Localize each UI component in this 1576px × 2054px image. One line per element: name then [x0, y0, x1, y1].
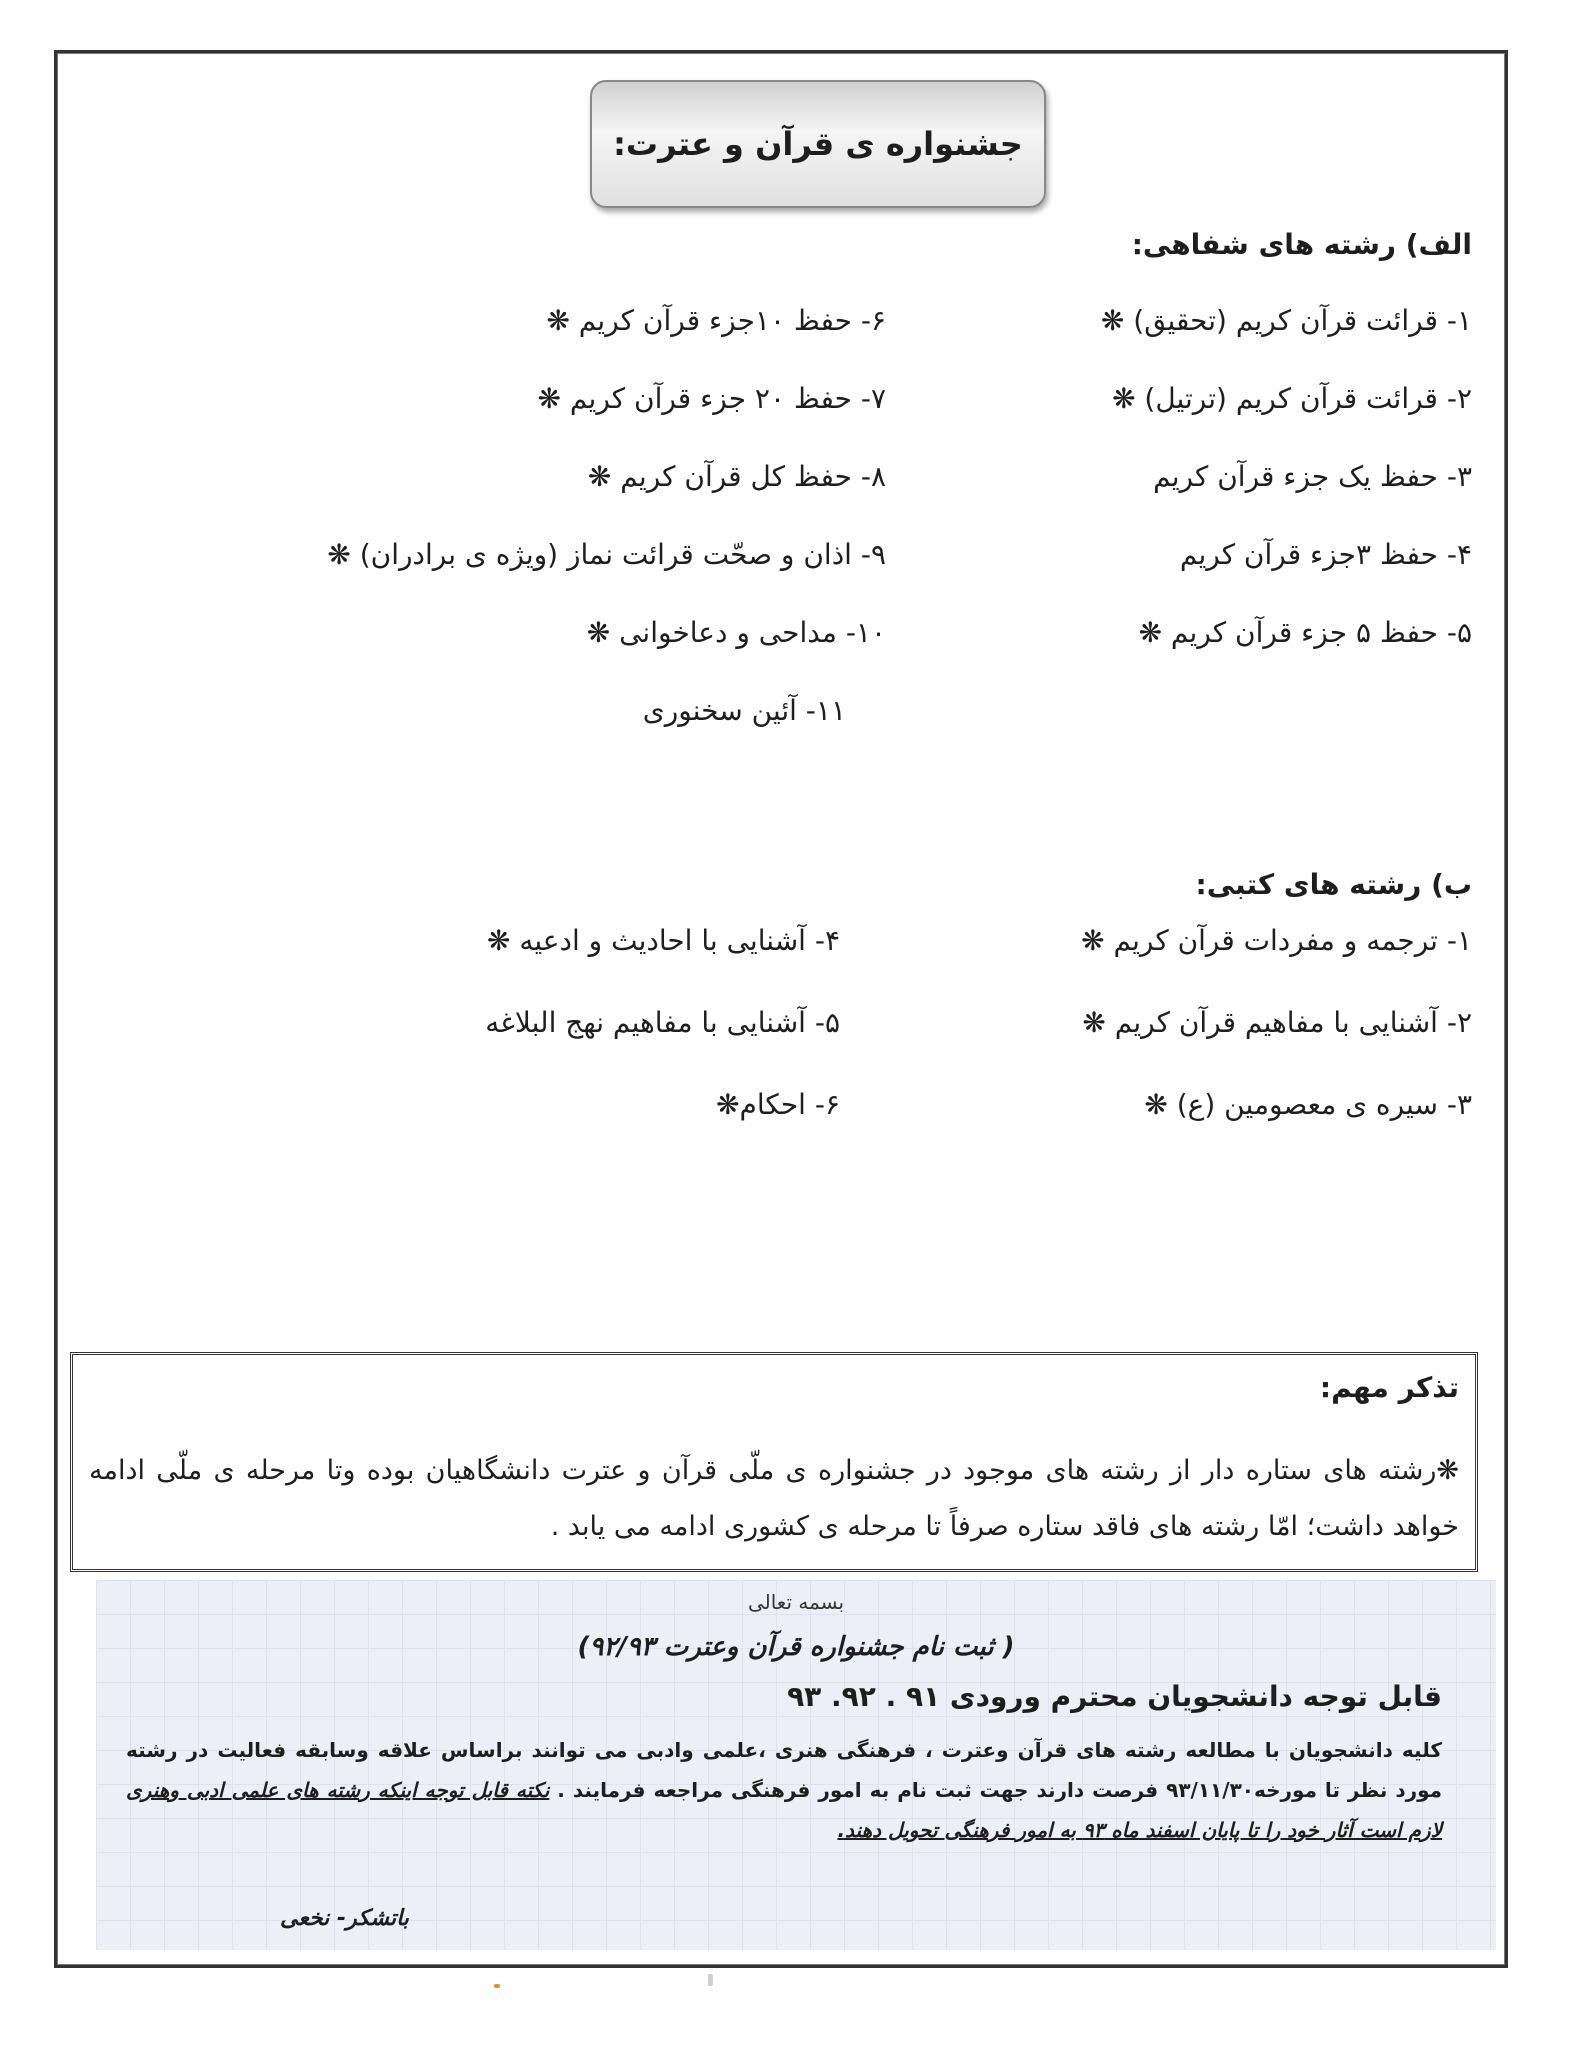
- list-item: ۹- اذان و صحّت قرائت نماز (ویژه ی برادران) ❋: [327, 538, 886, 571]
- list-item: ۶- حفظ ۱۰جزء قرآن کریم ❋: [546, 304, 886, 337]
- written-section-heading: ب) رشته های کتبی:: [1195, 868, 1472, 901]
- notice-heading: قابل توجه دانشجویان محترم ورودی ۹۱ . ۹۲. ۹۳: [787, 1680, 1442, 1713]
- title-box: [590, 80, 1046, 208]
- notice-body-emphasis: نکته قابل توجه اینکه رشته های علمی ادبی وهنری لازم است آثار خود را تا پایان اسفند ماه ۹۳ به امور فرهنگی تحویل دهند.: [126, 1778, 1442, 1842]
- list-item: ۱۰- مداحی و دعاخوانی ❋: [586, 616, 886, 649]
- list-item: ۵- حفظ ۵ جزء قرآن کریم ❋: [1138, 616, 1472, 649]
- list-item: ۲- آشنایی با مفاهیم قرآن کریم ❋: [1082, 1006, 1472, 1039]
- list-item: ۱- ترجمه و مفردات قرآن کریم ❋: [1081, 924, 1472, 957]
- note-title: تذکر مهم:: [1319, 1371, 1459, 1404]
- list-item: ۲- قرائت قرآن کریم (ترتیل) ❋: [1112, 382, 1472, 415]
- note-body: ❋رشته های ستاره دار از رشته های موجود در جشنواره ی ملّی قرآن و عترت دانشگاهیان بوده وتا مرحله ی ملّی ادامه خواهد داشت؛ امّا رشته های فاقد ستاره صرفاً تا مرحله ی کشوری ادامه می یابد .: [89, 1455, 1459, 1542]
- list-item: ۶- احکام❋: [716, 1088, 840, 1121]
- list-item: ۵- آشنایی با مفاهیم نهج البلاغه: [485, 1006, 840, 1039]
- notice-body: [126, 1730, 1442, 1850]
- list-item: ۷- حفظ ۲۰ جزء قرآن کریم ❋: [537, 382, 886, 415]
- list-item: ۳- حفظ یک جزء قرآن کریم: [1153, 460, 1472, 493]
- list-item: ۱۱- آئین سخنوری: [642, 694, 846, 727]
- list-item: ۸- حفظ کل قرآن کریم ❋: [587, 460, 886, 493]
- list-item: ۱- قرائت قرآن کریم (تحقیق) ❋: [1100, 304, 1472, 337]
- notice-subtitle: ( ثبت نام جشنواره قرآن وعترت ۹۲/۹۳): [577, 1632, 1015, 1662]
- important-note-box: [70, 1352, 1478, 1572]
- scan-speck: [708, 1974, 713, 1986]
- list-item: ۴- حفظ ۳جزء قرآن کریم: [1179, 538, 1472, 571]
- scan-speck: [494, 1984, 500, 1988]
- oral-section-heading: الف) رشته های شفاهی:: [1131, 228, 1472, 261]
- notice-body-main: کلیه دانشجویان با مطالعه رشته های قرآن وعترت ، فرهنگی هنری ،علمی وادبی می توانند براساس علاقه وسابقه فعالیت در رشته مورد نظر تا مورخه۹۳/۱۱/۳۰ فرصت دارند جهت ثبت نام به امور فرهنگی مراجعه فرمایند .: [126, 1738, 1443, 1802]
- page-title: جشنواره ی قرآن و عترت:: [613, 125, 1023, 163]
- list-item: ۴- آشنایی با احادیث و ادعیه ❋: [486, 924, 840, 957]
- list-item: ۳- سیره ی معصومین (ع) ❋: [1144, 1088, 1472, 1121]
- registration-notice: [96, 1580, 1496, 1950]
- notice-basmala: بسمه تعالی: [747, 1590, 845, 1614]
- notice-signature: باتشکر- نخعی: [280, 1906, 409, 1931]
